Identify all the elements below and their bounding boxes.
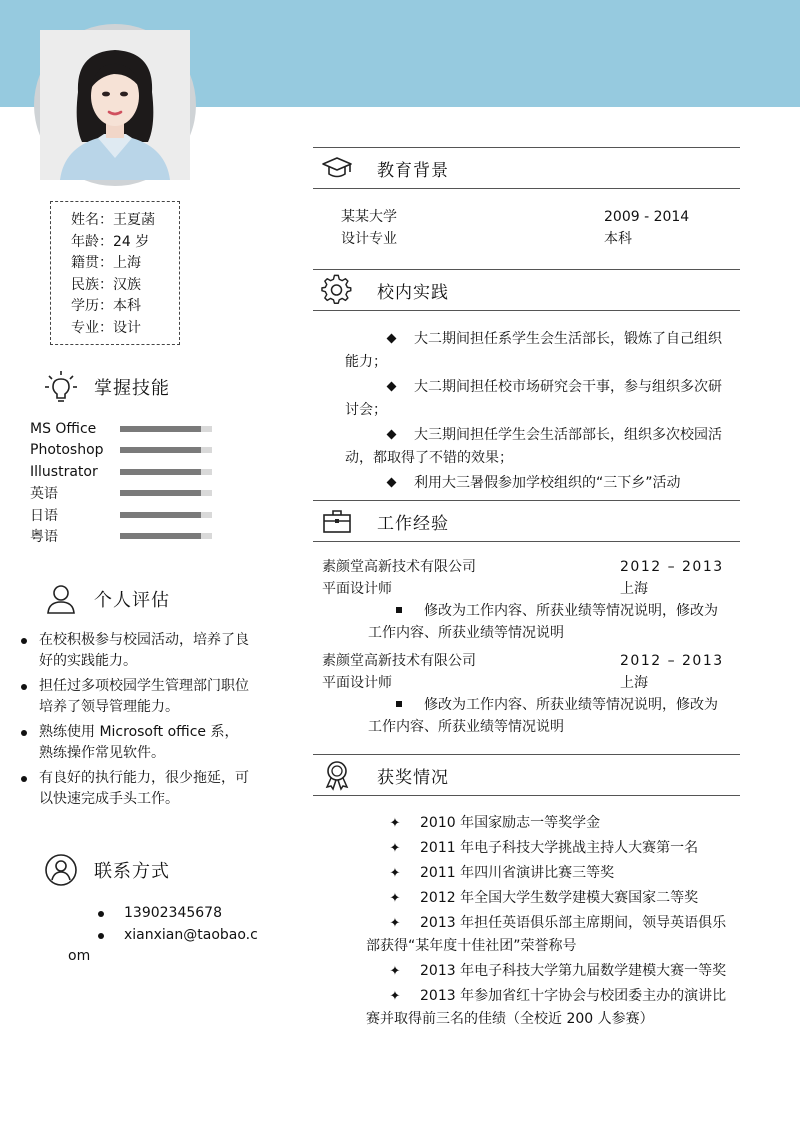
job-entry: [322, 556, 730, 644]
list-item: ✦ 2011 年电子科技大学挑战主持人大赛第一名: [389, 840, 699, 856]
education-years: 2009 - 2014: [604, 209, 690, 225]
job-description: 修改为工作内容、所获业绩等情况说明，修改为工作内容、所获业绩等情况说明: [368, 697, 718, 735]
job-entry: [322, 650, 730, 738]
job-years: 2012 – 2013: [620, 559, 724, 575]
info-row-major: 专业：设计: [71, 319, 141, 336]
gear-icon: [321, 274, 353, 306]
info-row-degree: 学历：本科: [71, 298, 141, 314]
lightbulb-icon: [44, 370, 78, 404]
person-icon: [44, 582, 78, 616]
briefcase-icon: [321, 505, 353, 537]
info-row-ethnicity: 民族：汉族: [71, 276, 141, 293]
company-name: 素颜堂高新技术有限公司: [322, 653, 476, 669]
list-item: 熟练使用 Microsoft office 系，熟练操作常见软件。: [20, 722, 250, 764]
practice-list: [345, 328, 730, 491]
contact-email-wrap: om: [68, 948, 91, 964]
awards-heading: [313, 754, 740, 796]
list-item: ✦ 2013 年参加省红十字协会与校团委主办的演讲比赛并取得前三名的佳绩（全校近 200 人参赛）: [366, 988, 727, 1027]
education-content: [341, 206, 721, 250]
company-name: 素颜堂高新技术有限公司: [322, 559, 476, 575]
practice-title: 校内实践: [377, 282, 449, 303]
list-item: ✦ 2012 年全国大学生数学建模大赛国家二等奖: [389, 890, 699, 906]
contact-phone: 13902345678: [68, 903, 268, 925]
list-item: 大二期间担任系学生会生活部长，锻炼了自己组织能力；: [345, 331, 722, 370]
school-name: 某某大学: [341, 209, 397, 225]
job-city: 上海: [620, 581, 648, 597]
awards-title: 获奖情况: [377, 767, 449, 788]
skills-list: [30, 418, 220, 547]
info-row-age: 年龄：24 岁: [71, 233, 150, 250]
work-title: 工作经验: [377, 513, 449, 534]
list-item: 大二期间担任校市场研究会干事，参与组织多次研讨会；: [345, 379, 722, 418]
job-role: 平面设计师: [322, 581, 392, 597]
info-row-hometown: 籍贯：上海: [71, 255, 141, 271]
evaluation-list: [20, 630, 250, 814]
skills-heading: [44, 370, 170, 404]
job-description: 修改为工作内容、所获业绩等情况说明，修改为工作内容、所获业绩等情况说明: [368, 603, 718, 641]
evaluation-heading: [44, 582, 170, 616]
work-heading: [313, 500, 740, 542]
list-item: 担任过多项校园学生管理部门职位培养了领导管理能力。: [20, 676, 250, 718]
list-item: 利用大三暑假参加学校组织的“三下乡”活动: [345, 472, 730, 495]
major-name: 设计专业: [341, 231, 397, 247]
info-row-name: 姓名：王夏菡: [71, 212, 155, 228]
skill-item: MS Office: [30, 418, 220, 440]
list-item: 在校积极参与校园活动，培养了良好的实践能力。: [20, 630, 250, 672]
skill-item: 日语: [30, 504, 220, 526]
list-item: 有良好的执行能力，很少拖延，可以快速完成手头工作。: [20, 768, 250, 810]
list-item: ✦ 2010 年国家励志一等奖学金: [389, 815, 601, 831]
job-years: 2012 – 2013: [620, 653, 724, 669]
skills-title: 掌握技能: [94, 378, 170, 399]
portrait-photo: [40, 30, 190, 180]
practice-heading: [313, 269, 740, 311]
evaluation-title: 个人评估: [94, 590, 170, 611]
list-item: ✦ 2011 年四川省演讲比赛三等奖: [389, 865, 615, 881]
list-item: ✦ 2013 年担任英语俱乐部主席期间，领导英语俱乐部获得“某年度十佳社团”荣誉称号: [366, 915, 727, 954]
contact-email: xianxian@taobao.c: [68, 925, 268, 947]
skill-item: 粤语: [30, 526, 220, 548]
education-title: 教育背景: [377, 160, 449, 181]
awards-list: [366, 812, 736, 1033]
list-item: ✦ 2013 年电子科技大学第九届数学建模大赛一等奖: [389, 963, 727, 979]
contact-heading: [44, 853, 170, 887]
job-role: 平面设计师: [322, 675, 392, 691]
graduation-cap-icon: [321, 152, 353, 184]
list-item: 大三期间担任学生会生活部部长，组织多次校园活动，都取得了不错的效果；: [345, 427, 722, 466]
basic-info-box: [50, 201, 180, 345]
skill-item: 英语: [30, 483, 220, 505]
avatar: [34, 24, 196, 186]
contact-person-icon: [44, 853, 78, 887]
work-content: [322, 556, 730, 744]
education-degree: 本科: [604, 231, 632, 247]
skill-item: Photoshop: [30, 440, 220, 462]
education-heading: [313, 147, 740, 189]
contact-info: [68, 903, 268, 968]
skill-item: Illustrator: [30, 461, 220, 483]
contact-title: 联系方式: [94, 861, 170, 882]
job-city: 上海: [620, 675, 648, 691]
award-medal-icon: [321, 759, 353, 791]
